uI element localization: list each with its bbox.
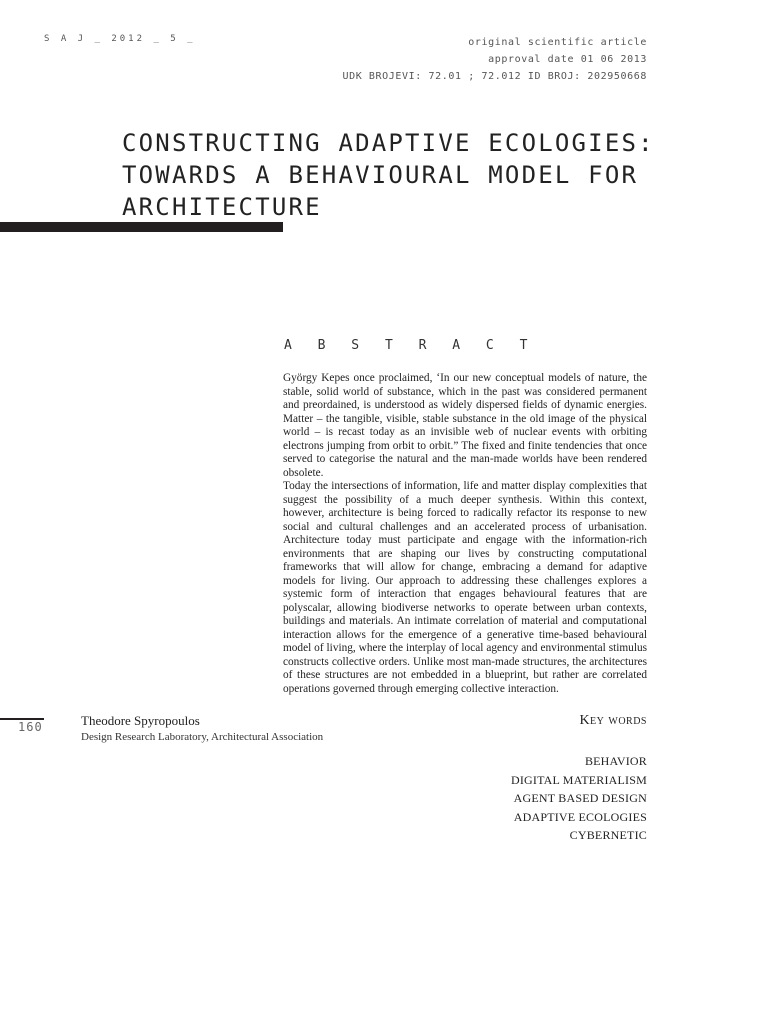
keywords-list <box>511 752 647 845</box>
udk-id: UDK BROJEVI: 72.01 ; 72.012 ID BROJ: 202950668 <box>342 71 647 82</box>
keyword-item: ADAPTIVE ECOLOGIES <box>513 809 647 824</box>
title-line-1: CONSTRUCTING ADAPTIVE ECOLOGIES: <box>122 129 655 157</box>
article-type: original scientific article <box>468 37 647 48</box>
approval-date: approval date 01 06 2013 <box>488 54 647 65</box>
abstract-paragraph-2: Today the intersections of information, life and matter display complexities that suggest the possibility of a much deeper synthesis. Within this context, however, architecture is being forced to radically refactor its response to new social and cultural challenges and an accelerated process of urbanisation. Architecture today must participate and engage with the information-rich environments that are shaping our lives by constructing computational frameworks that will allow for change, embracing a demand for adaptive models for living. Our approach to addressing these challenges explores a systemic form of interaction that engages behavioural features that are polyscalar, allowing biodiverse networks to operate between urban contexts, buildings and materials. An intimate correlation of material and computational interaction allows for the emergence of a generative time-based behavioural model of living, where the interplay of local agency and environmental stimulus constructs collective orders. Unlike most man-made structures, the architectures of these structures are not embedded in a blueprint, but rather are correlated operations governed through emerging collective interaction. <box>283 480 647 695</box>
abstract-paragraph-1: György Kepes once proclaimed, ‘In our new conceptual models of nature, the stable, solid world of substance, which in the past was considered permanent and preordained, is understood as widely dispersed fields of dynamic energies. Matter – the tangible, visible, stable substance in the old image of the physical world – is recast today as an invisible web of nuclear events with orbiting electrons jumping from orbit to orbit.” The fixed and finite tendencies that once served to categorise the natural and the man-made worlds have been rendered obsolete. <box>283 372 647 479</box>
author-name: Theodore Spyropoulos <box>81 713 200 728</box>
keyword-item: BEHAVIOR <box>584 754 647 768</box>
title-rule <box>0 222 283 232</box>
page-number: 160 <box>18 720 43 734</box>
abstract-heading: A B S T R A C T <box>284 338 537 353</box>
keyword-item: CYBERNETIC <box>569 828 647 842</box>
author-affiliation: Design Research Laboratory, Architectural Association <box>81 731 324 743</box>
title-line-2: TOWARDS A BEHAVIOURAL MODEL FOR <box>122 161 639 189</box>
keywords-heading: Key words <box>579 713 647 728</box>
article-meta <box>342 34 647 85</box>
keyword-item: AGENT BASED DESIGN <box>513 791 647 805</box>
keyword-item: DIGITAL MATERIALISM <box>510 772 647 787</box>
journal-mark: S A J _ 2012 _ 5 _ <box>44 34 196 44</box>
abstract-body <box>283 372 647 696</box>
title-line-3: ARCHITECTURE <box>122 193 322 221</box>
